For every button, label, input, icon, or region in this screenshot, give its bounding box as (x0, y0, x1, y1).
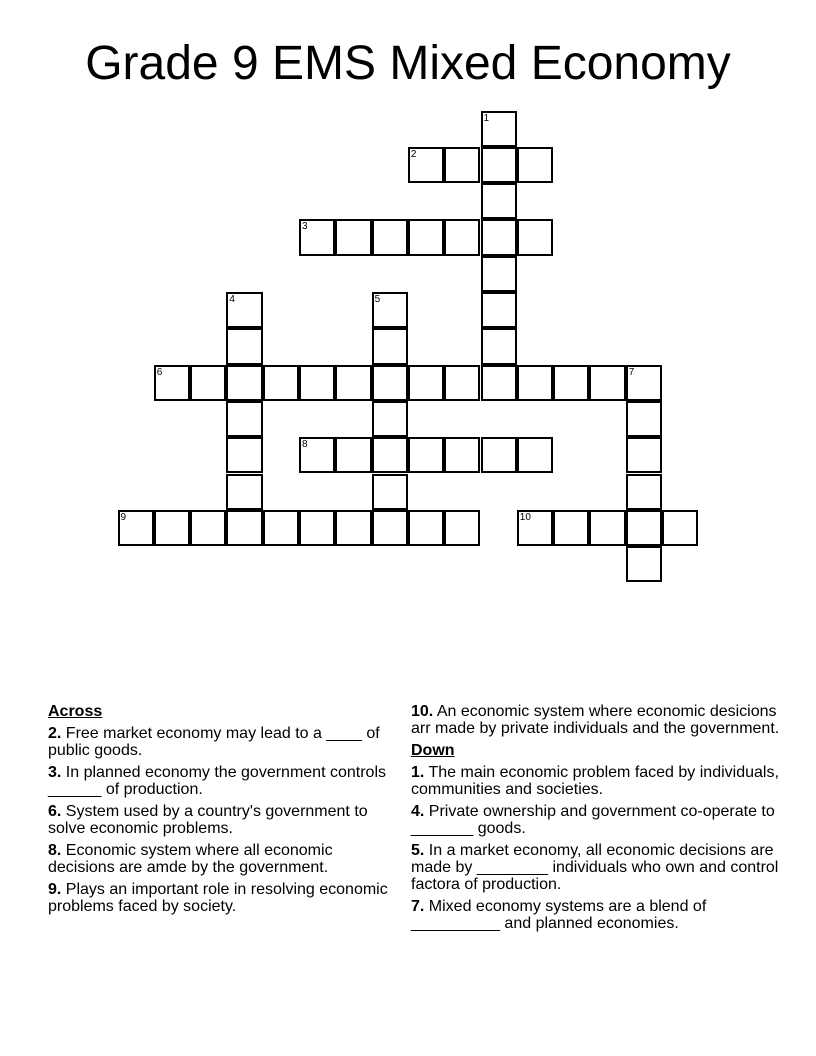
clue-across-6 (48, 803, 388, 837)
grid-cell[interactable] (226, 401, 262, 437)
grid-cell[interactable] (553, 365, 589, 401)
grid-cell[interactable] (517, 437, 553, 473)
cell-number: 8 (302, 439, 308, 451)
down-heading: Down (411, 742, 455, 759)
clue-down-7 (411, 898, 781, 932)
grid-cell[interactable] (408, 365, 444, 401)
clues-right-column (411, 703, 781, 937)
clue-number: 9. (48, 881, 62, 898)
clue-text: Economic system where all economic decisions are amde by the government. (48, 842, 333, 876)
grid-cell[interactable] (154, 510, 190, 546)
clue-number: 1. (411, 764, 425, 781)
grid-cell[interactable] (481, 437, 517, 473)
clue-text: Free market economy may lead to a ____ of public goods. (48, 725, 380, 759)
grid-cell[interactable] (154, 365, 190, 401)
grid-cell[interactable] (444, 219, 480, 255)
grid-cell[interactable] (444, 437, 480, 473)
grid-cell[interactable] (335, 219, 371, 255)
across-heading: Across (48, 703, 103, 720)
grid-cell[interactable] (517, 510, 553, 546)
cell-number: 3 (302, 221, 308, 233)
grid-cell[interactable] (553, 510, 589, 546)
clue-across-9 (48, 881, 388, 915)
grid-cell[interactable] (372, 328, 408, 364)
grid-cell[interactable] (408, 219, 444, 255)
grid-cell[interactable] (626, 401, 662, 437)
clue-number: 6. (48, 803, 62, 820)
grid-cell[interactable] (481, 111, 517, 147)
grid-cell[interactable] (372, 474, 408, 510)
clue-text: The main economic problem faced by individuals, communities and societies. (411, 764, 779, 798)
clue-across-8 (48, 842, 388, 876)
grid-cell[interactable] (190, 365, 226, 401)
clue-text: Plays an important role in resolving economic problems faced by society. (48, 881, 388, 915)
grid-cell[interactable] (626, 437, 662, 473)
grid-cell[interactable] (226, 510, 262, 546)
grid-cell[interactable] (335, 365, 371, 401)
cell-number: 9 (120, 511, 127, 523)
grid-cell[interactable] (517, 147, 553, 183)
clue-across-10 (411, 703, 781, 737)
grid-cell[interactable] (263, 510, 299, 546)
cell-number: 6 (156, 366, 163, 378)
grid-cell[interactable] (372, 437, 408, 473)
grid-cell[interactable] (408, 510, 444, 546)
clue-text: System used by a country's government to solve economic problems. (48, 803, 368, 837)
grid-cell[interactable] (226, 365, 262, 401)
grid-cell[interactable] (299, 437, 335, 473)
clue-across-3 (48, 764, 388, 798)
cell-number: 5 (374, 294, 381, 305)
grid-cell[interactable] (481, 256, 517, 292)
grid-cell[interactable] (517, 365, 553, 401)
grid-cell[interactable] (299, 510, 335, 546)
grid-cell[interactable] (190, 510, 226, 546)
grid-cell[interactable] (444, 147, 480, 183)
grid-cell[interactable] (299, 365, 335, 401)
clue-text: In a market economy, all economic decisions are made by ________ individuals who own and control factora of production. (411, 842, 779, 893)
clue-down-1 (411, 764, 781, 798)
page-title: Grade 9 EMS Mixed Economy (85, 37, 731, 90)
grid-cell[interactable] (626, 510, 662, 546)
grid-cell[interactable] (517, 219, 553, 255)
clue-text: Private ownership and government co-operate to _______ goods. (411, 803, 775, 837)
cell-number: 7 (628, 366, 635, 378)
grid-cell[interactable] (662, 510, 698, 546)
clue-across-2 (48, 725, 388, 759)
grid-cell[interactable] (335, 437, 371, 473)
grid-cell[interactable] (335, 510, 371, 546)
clue-number: 3. (48, 764, 62, 781)
grid-cell[interactable] (408, 147, 444, 183)
grid-cell[interactable] (299, 219, 335, 255)
grid-cell[interactable] (481, 147, 517, 183)
clue-number: 10. (411, 703, 434, 720)
grid-cell[interactable] (481, 292, 517, 328)
grid-cell[interactable] (372, 365, 408, 401)
grid-cell[interactable] (481, 219, 517, 255)
grid-cell[interactable] (481, 365, 517, 401)
clue-down-5 (411, 842, 781, 893)
grid-cell[interactable] (372, 219, 408, 255)
grid-cell[interactable] (481, 328, 517, 364)
grid-cell[interactable] (226, 292, 262, 328)
grid-cell[interactable] (226, 437, 262, 473)
grid-cell[interactable] (372, 401, 408, 437)
grid-cell[interactable] (589, 510, 625, 546)
grid-cell[interactable] (226, 328, 262, 364)
grid-cell[interactable] (626, 365, 662, 401)
grid-cell[interactable] (444, 510, 480, 546)
grid-cell[interactable] (626, 546, 662, 582)
grid-cell[interactable] (589, 365, 625, 401)
cell-number: 1 (483, 112, 490, 124)
clue-number: 7. (411, 898, 425, 915)
cell-number: 4 (229, 294, 235, 305)
clue-down-4 (411, 803, 781, 837)
clue-text: In planned economy the government controls ______ of production. (48, 764, 386, 798)
grid-cell[interactable] (626, 474, 662, 510)
clue-number: 8. (48, 842, 62, 859)
grid-cell[interactable] (263, 365, 299, 401)
grid-cell[interactable] (408, 437, 444, 473)
cell-number: 10 (519, 511, 531, 523)
grid-cell[interactable] (481, 183, 517, 219)
clue-number: 2. (48, 725, 62, 742)
clue-text: Mixed economy systems are a blend of __________ and planned economies. (411, 898, 707, 932)
clue-text: An economic system where economic desicions arr made by private individuals and the government. (411, 703, 780, 737)
grid-cell[interactable] (118, 510, 154, 546)
clue-number: 4. (411, 803, 425, 820)
grid-cell[interactable] (372, 292, 408, 328)
clue-number: 5. (411, 842, 425, 859)
grid-cell[interactable] (226, 474, 262, 510)
grid-cell[interactable] (372, 510, 408, 546)
clues-left-column (48, 703, 388, 920)
grid-cell[interactable] (444, 365, 480, 401)
cell-number: 2 (410, 148, 417, 160)
